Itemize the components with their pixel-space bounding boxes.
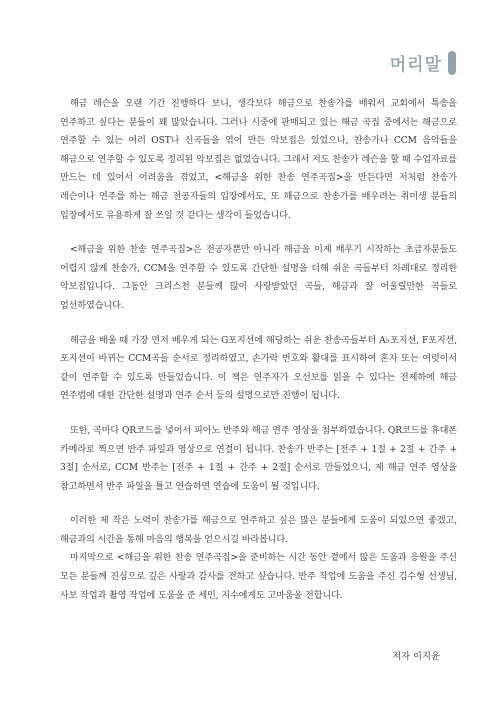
title-accent-bar	[448, 51, 456, 75]
author-signature: 저자 이지윤	[392, 651, 440, 662]
paragraph-3: 해금을 배울 때 가장 먼저 배우게 되는 G포지션에 해당하는 쉬운 찬송곡들부터 A♭포지션, F포지션, 포지션이 바뀌는 CCM곡들 순서로 정리하였고, 손가락 번호와 활대를 표시하여 혼자 또는 여럿이서 같이 연주할 수 있도록 만들었습니다. 이 책은 연주자가 오선보를 읽을 수 있다는 전제하에 해금 연주법에 대한 간단한 설명과 연주 순서 등의 설명으로만 진행이 됩니다.	[60, 335, 457, 402]
paragraph-4: 또한, 곡마다 QR코드를 넣어서 피아노 반주와 해금 연주 영상을 첨부하였습니다. QR코드를 휴대폰 카메라로 찍으면 반주 파일과 영상으로 연결이 됩니다. 찬송가 반주는 [전주 + 1절 + 2절 + 간주 + 3절] 순서로, CCM 반주는 [전주 + 1절 + 간주 + 2절] 순서로 만들었으니, 제 해금 연주 영상을 참고하면서 반주 파일을 틀고 연습하면 연습에 도움이 될 것입니다.	[60, 425, 457, 492]
paragraph-5: 이러한 제 작은 노력이 찬송가를 해금으로 연주하고 싶은 많은 분들에게 도움이 되었으면 좋겠고, 해금과의 시간을 통해 마음의 행복을 얻으시길 바라봅니다.	[60, 516, 457, 545]
preface-body	[60, 95, 457, 621]
paragraph-6: 마지막으로 <해금을 위한 찬송 연주곡집>을 준비하는 시간 동안 곁에서 많은 도움과 응원을 주신 모든 분들께 진심으로 깊은 사랑과 감사를 전하고 싶습니다. 반주 작업에 도움을 주신 김수형 선생님, 사보 작업과 촬영 작업에 도움을 준 세민, 지수에게도 고마움을 전합니다.	[60, 553, 457, 601]
page-title: 머리말	[389, 55, 442, 75]
page-header	[390, 50, 456, 75]
paragraph-1: 해금 레슨을 오랜 기간 진행하다 보니, 생각보다 해금으로 찬송가를 배워서 교회에서 특송을 연주하고 싶다는 분들이 꽤 많았습니다. 그러나 시중에 판매되고 있는 해금 곡집 중에서는 해금으로 연주할 수 있는 여러 OST나 신곡들을 엮어 만든 악보집은 있었으나, 찬송가나 CCM 음악들을 해금으로 연주할 수 있도록 정리된 악보집은 없었습니다. 그래서 저도 찬송가 레슨을 할 때 수업자료를 만드는 데 있어서 어려움을 겪었고, <해금을 위한 찬송 연주곡집>을 만든다면 저처럼 찬송가 레슨이나 연주를 하는 해금 전공자들의 입장에서도, 또 해금으로 찬송가를 배우려는 취미생 분들의 입장에서도 유용하게 잘 쓰일 것 같다는 생각이 들었습니다.	[60, 99, 457, 221]
paragraph-2: <해금을 위한 찬송 연주곡집>은 전공자뿐만 아니라 해금을 이제 배우기 시작하는 초급자분들도 어렵지 않게 찬송가, CCM을 연주할 수 있도록 간단한 설명을 더해 쉬운 곡들부터 차례대로 정리한 악보집입니다. 그동안 크리스천 분들께 많이 사랑받았던 곡들, 해금과 잘 어울릴만한 곡들로 엄선하였습니다.	[60, 245, 457, 311]
